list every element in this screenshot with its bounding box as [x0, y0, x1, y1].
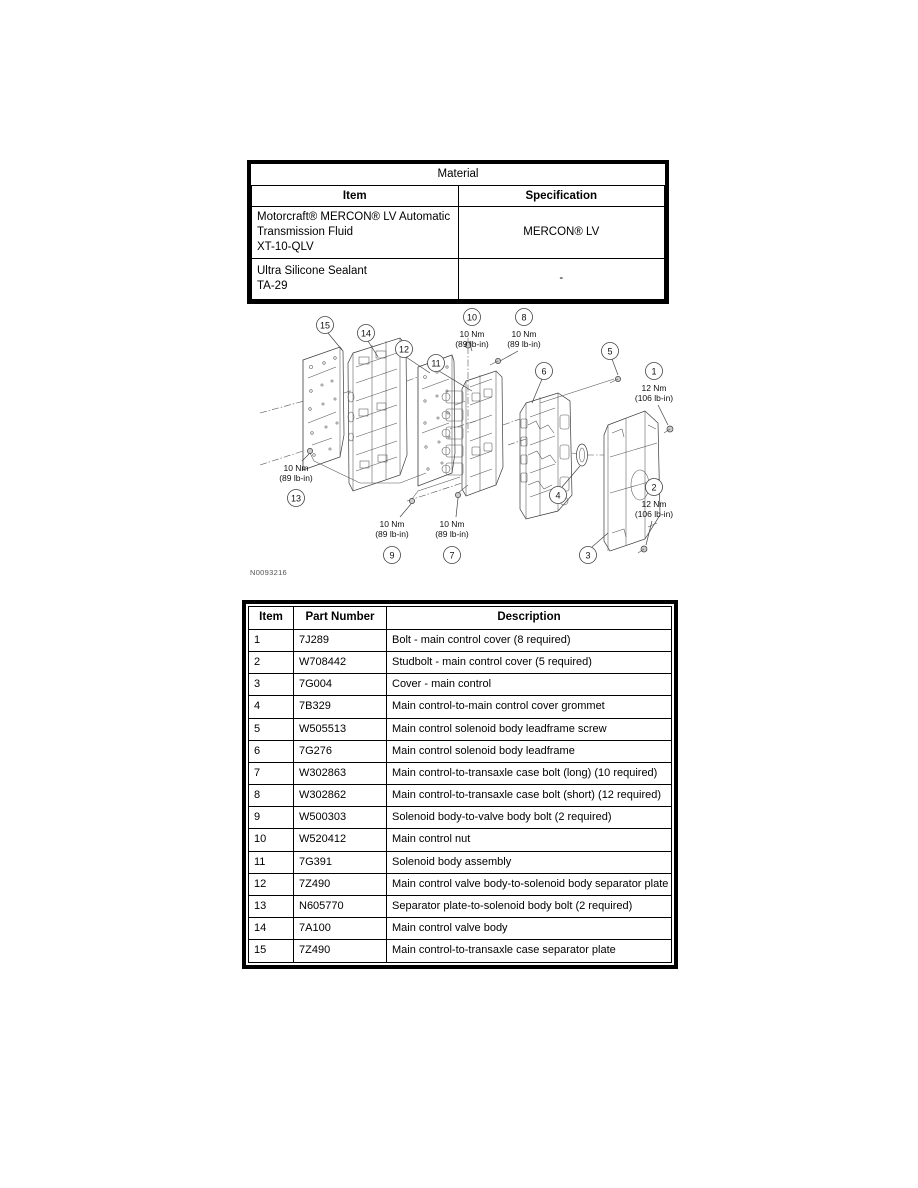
parts-cell-part-number: 7G004 — [294, 674, 387, 696]
parts-cell-description: Main control solenoid body leadframe screw — [387, 718, 672, 740]
material-table-row — [252, 207, 665, 258]
callout-2-torque-lb: (106 lb-in) — [634, 509, 674, 519]
material-item-line2: TA-29 — [257, 279, 288, 292]
parts-cell-description: Separator plate-to-solenoid body bolt (2 required) — [387, 896, 672, 918]
material-header-specification: Specification — [458, 185, 665, 207]
material-item-line1: Ultra Silicone Sealant — [257, 264, 367, 277]
parts-cell-description: Main control-to-transaxle case bolt (long) (10 required) — [387, 762, 672, 784]
callout-8 — [500, 309, 541, 362]
table-row — [249, 651, 672, 673]
parts-cell-description: Solenoid body-to-valve body bolt (2 required) — [387, 807, 672, 829]
parts-cell-item: 12 — [249, 873, 294, 895]
callout-7-torque-nm: 10 Nm — [439, 519, 465, 529]
callout-6-number: 6 — [541, 366, 547, 377]
callout-9 — [375, 504, 411, 564]
parts-cell-part-number: W505513 — [294, 718, 387, 740]
callout-9-number: 9 — [389, 550, 395, 561]
parts-table-body — [249, 629, 672, 962]
parts-cell-description: Main control-to-main control cover grommet — [387, 696, 672, 718]
material-table-frame — [247, 160, 669, 304]
parts-cell-item: 9 — [249, 807, 294, 829]
table-row — [249, 940, 672, 962]
table-row — [249, 629, 672, 651]
callout-13-torque-lb: (89 lb-in) — [279, 473, 313, 483]
table-row — [249, 896, 672, 918]
callout-14-number: 14 — [360, 328, 372, 339]
parts-cell-part-number: 7J289 — [294, 629, 387, 651]
parts-cell-item: 1 — [249, 629, 294, 651]
part-14-valve-body — [348, 338, 410, 491]
parts-cell-item: 2 — [249, 651, 294, 673]
callout-15 — [317, 317, 343, 351]
parts-cell-description: Bolt - main control cover (8 required) — [387, 629, 672, 651]
parts-cell-part-number: W500303 — [294, 807, 387, 829]
table-row — [249, 674, 672, 696]
parts-cell-item: 14 — [249, 918, 294, 940]
parts-cell-item: 8 — [249, 785, 294, 807]
parts-cell-part-number: 7B329 — [294, 696, 387, 718]
callout-9-torque-lb: (89 lb-in) — [375, 529, 409, 539]
material-item-line2: XT-10-QLV — [257, 240, 314, 253]
parts-cell-description: Main control solenoid body leadframe — [387, 740, 672, 762]
callout-3-number: 3 — [585, 550, 591, 561]
material-item-cell — [252, 258, 459, 299]
callout-4-number: 4 — [555, 490, 561, 501]
parts-cell-item: 13 — [249, 896, 294, 918]
callout-10-torque-nm: 10 Nm — [459, 329, 485, 339]
table-row — [249, 807, 672, 829]
part-4-grommet — [577, 444, 588, 466]
material-table-title: Material — [252, 164, 665, 185]
table-row — [249, 740, 672, 762]
callout-8-torque-nm: 10 Nm — [511, 329, 537, 339]
material-table-title-row — [252, 164, 665, 185]
parts-header-part-number: Part Number — [294, 607, 387, 630]
callout-7-number: 7 — [449, 550, 455, 561]
parts-cell-part-number: 7G276 — [294, 740, 387, 762]
parts-cell-part-number: 7A100 — [294, 918, 387, 940]
table-row — [249, 873, 672, 895]
part-12-separator-plate — [418, 355, 455, 486]
parts-cell-description: Solenoid body assembly — [387, 851, 672, 873]
parts-cell-description: Main control nut — [387, 829, 672, 851]
parts-cell-item: 10 — [249, 829, 294, 851]
parts-cell-item: 3 — [249, 674, 294, 696]
parts-cell-part-number: 7Z490 — [294, 940, 387, 962]
material-table-header-row — [252, 185, 665, 207]
callout-8-torque-lb: (89 lb-in) — [507, 339, 541, 349]
table-row — [249, 918, 672, 940]
callout-2-torque-nm: 12 Nm — [641, 499, 667, 509]
parts-cell-description: Main control valve body-to-solenoid body separator plate — [387, 873, 672, 895]
parts-cell-part-number: W520412 — [294, 829, 387, 851]
table-row — [249, 696, 672, 718]
callout-13-number: 13 — [290, 493, 302, 504]
figure-id-label: N0093216 — [250, 568, 288, 577]
table-row — [249, 785, 672, 807]
parts-cell-item: 5 — [249, 718, 294, 740]
parts-table-header-row — [249, 607, 672, 630]
callout-10-number: 10 — [466, 312, 478, 323]
parts-cell-description: Cover - main control — [387, 674, 672, 696]
parts-cell-part-number: 7Z490 — [294, 873, 387, 895]
parts-cell-part-number: N605770 — [294, 896, 387, 918]
material-table-row — [252, 258, 665, 299]
parts-table — [248, 606, 672, 963]
parts-cell-part-number: 7G391 — [294, 851, 387, 873]
callout-10-torque-lb: (89 lb-in) — [455, 339, 489, 349]
material-specification-cell: MERCON® LV — [458, 207, 665, 258]
callout-9-torque-nm: 10 Nm — [379, 519, 405, 529]
callout-12-number: 12 — [398, 344, 410, 355]
exploded-view-diagram — [240, 305, 690, 595]
material-table — [251, 164, 665, 300]
table-row — [249, 851, 672, 873]
callout-1-number: 1 — [651, 366, 657, 377]
material-header-item: Item — [252, 185, 459, 207]
parts-cell-item: 4 — [249, 696, 294, 718]
callout-15-number: 15 — [319, 320, 331, 331]
callout-5 — [602, 343, 619, 376]
parts-cell-item: 15 — [249, 940, 294, 962]
callout-13-torque-nm: 10 Nm — [283, 463, 309, 473]
table-row — [249, 718, 672, 740]
callout-11-number: 11 — [431, 358, 441, 369]
parts-cell-item: 6 — [249, 740, 294, 762]
parts-cell-part-number: W302863 — [294, 762, 387, 784]
parts-header-description: Description — [387, 607, 672, 630]
callout-7 — [435, 498, 469, 564]
parts-cell-description: Main control-to-transaxle case bolt (short) (12 required) — [387, 785, 672, 807]
callout-2-number: 2 — [651, 482, 657, 493]
callout-5-number: 5 — [607, 346, 613, 357]
table-row — [249, 762, 672, 784]
parts-cell-description: Main control-to-transaxle case separator plate — [387, 940, 672, 962]
callout-8-number: 8 — [521, 312, 527, 323]
parts-table-frame — [242, 600, 678, 969]
material-item-line1: Motorcraft® MERCON® LV Automatic Transmission Fluid — [257, 211, 451, 239]
parts-cell-item: 7 — [249, 762, 294, 784]
material-specification-cell: - — [458, 258, 665, 299]
callout-7-torque-lb: (89 lb-in) — [435, 529, 469, 539]
callout-1-torque-nm: 12 Nm — [641, 383, 667, 393]
material-item-cell — [252, 207, 459, 258]
table-row — [249, 829, 672, 851]
parts-cell-part-number: W708442 — [294, 651, 387, 673]
parts-cell-description: Main control valve body — [387, 918, 672, 940]
callout-1-torque-lb: (106 lb-in) — [634, 393, 674, 403]
parts-cell-part-number: W302862 — [294, 785, 387, 807]
parts-header-item: Item — [249, 607, 294, 630]
callout-10 — [455, 309, 489, 352]
parts-cell-item: 11 — [249, 851, 294, 873]
parts-cell-description: Studbolt - main control cover (5 required) — [387, 651, 672, 673]
